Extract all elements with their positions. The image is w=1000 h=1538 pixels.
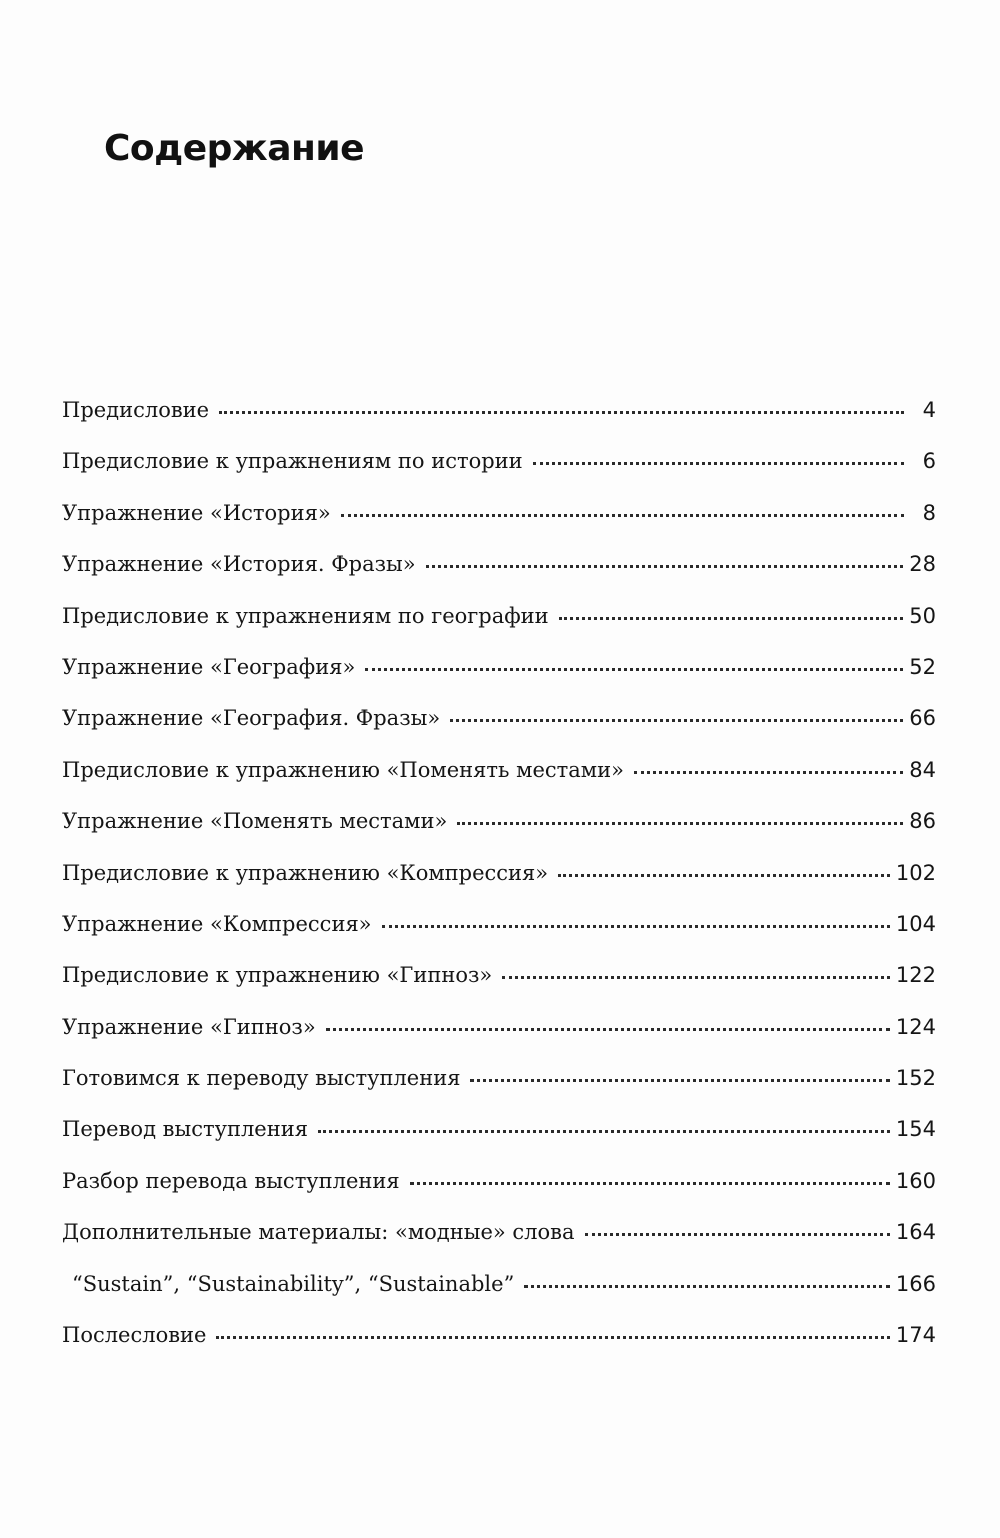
toc-entry-title: Предисловие к упражнениям по истории xyxy=(62,449,523,474)
toc-entry xyxy=(62,501,936,552)
toc-entry xyxy=(62,963,936,1014)
toc-entry-title: Упражнение «История» xyxy=(62,500,331,525)
toc-entry-page: 104 xyxy=(895,911,936,936)
toc-entry-page: 122 xyxy=(895,963,936,988)
toc-entry-page: 28 xyxy=(909,552,936,577)
dot-leader xyxy=(219,410,904,414)
toc-entry-page: 160 xyxy=(895,1168,936,1193)
toc-entry xyxy=(62,398,936,449)
toc-entry-title: Упражнение «Поменять местами» xyxy=(62,809,448,834)
toc-entry-title: Упражнение «История. Фразы» xyxy=(62,552,416,577)
toc-entry xyxy=(62,1169,936,1220)
toc-entry xyxy=(62,1117,936,1168)
toc-entry-title: Готовимся к переводу выступления xyxy=(62,1066,461,1091)
toc-entry-page: 164 xyxy=(895,1220,936,1245)
dot-leader xyxy=(426,564,904,568)
dot-leader xyxy=(558,873,890,877)
dot-leader xyxy=(457,821,903,825)
toc-entry xyxy=(62,1066,936,1117)
toc-entry-title: Предисловие к упражнениям по географии xyxy=(62,603,549,628)
toc-entry xyxy=(62,1323,936,1374)
dot-leader xyxy=(450,718,903,722)
dot-leader xyxy=(318,1129,890,1133)
toc-entry-title: Упражнение «География. Фразы» xyxy=(62,706,441,731)
dot-leader xyxy=(585,1232,890,1236)
toc-entry xyxy=(62,758,936,809)
toc-entry xyxy=(62,655,936,706)
toc-entry-title: “Sustain”, “Sustainability”, “Sustainable” xyxy=(72,1271,515,1296)
toc-entry-title: Послесловие xyxy=(62,1323,207,1348)
toc-entry-page: 152 xyxy=(895,1066,936,1091)
dot-leader xyxy=(559,616,904,620)
toc-entry-page: 154 xyxy=(895,1117,936,1142)
toc-entry xyxy=(62,861,936,912)
toc-entry-page: 84 xyxy=(909,757,936,782)
toc-entry-page: 50 xyxy=(909,603,936,628)
dot-leader xyxy=(634,770,903,774)
toc-entry-title: Разбор перевода выступления xyxy=(62,1168,400,1193)
toc-entry-title: Дополнительные материалы: «модные» слова xyxy=(62,1220,575,1245)
dot-leader xyxy=(365,667,903,671)
toc-entry-page: 4 xyxy=(922,398,936,422)
dot-leader xyxy=(341,513,904,517)
toc-entry-title: Предисловие к упражнению «Поменять местами» xyxy=(62,757,624,782)
dot-leader xyxy=(326,1027,890,1031)
toc-entry-page: 6 xyxy=(922,449,936,474)
toc-entry-page: 86 xyxy=(909,809,936,834)
toc-entry-title: Упражнение «Компрессия» xyxy=(62,911,372,936)
toc-entry-title: Упражнение «География» xyxy=(62,654,356,679)
toc-entry-title: Перевод выступления xyxy=(62,1117,308,1142)
page-title: Содержание xyxy=(104,128,365,169)
toc-entry-title: Предисловие xyxy=(62,398,210,422)
toc-entry xyxy=(62,1272,936,1323)
toc-entry xyxy=(62,1015,936,1066)
toc-entry-page: 8 xyxy=(922,500,936,525)
toc-entry xyxy=(62,449,936,500)
dot-leader xyxy=(524,1284,890,1288)
toc-entry xyxy=(62,912,936,963)
toc-entry-page: 124 xyxy=(895,1014,936,1039)
toc-entry-page: 66 xyxy=(909,706,936,731)
table-of-contents xyxy=(62,398,936,1374)
toc-entry xyxy=(62,809,936,860)
dot-leader xyxy=(502,975,890,979)
dot-leader xyxy=(533,461,904,465)
toc-entry xyxy=(62,1220,936,1271)
toc-entry xyxy=(62,552,936,603)
toc-entry-page: 52 xyxy=(909,654,936,679)
toc-entry-page: 102 xyxy=(895,860,936,885)
toc-entry xyxy=(62,604,936,655)
toc-entry xyxy=(62,706,936,757)
dot-leader xyxy=(410,1181,890,1185)
dot-leader xyxy=(470,1078,889,1082)
toc-entry-title: Упражнение «Гипноз» xyxy=(62,1014,316,1039)
toc-entry-title: Предисловие к упражнению «Гипноз» xyxy=(62,963,493,988)
toc-entry-page: 166 xyxy=(895,1271,936,1296)
dot-leader xyxy=(382,924,890,928)
toc-entry-title: Предисловие к упражнению «Компрессия» xyxy=(62,860,549,885)
dot-leader xyxy=(216,1335,889,1339)
toc-entry-page: 174 xyxy=(895,1323,936,1348)
